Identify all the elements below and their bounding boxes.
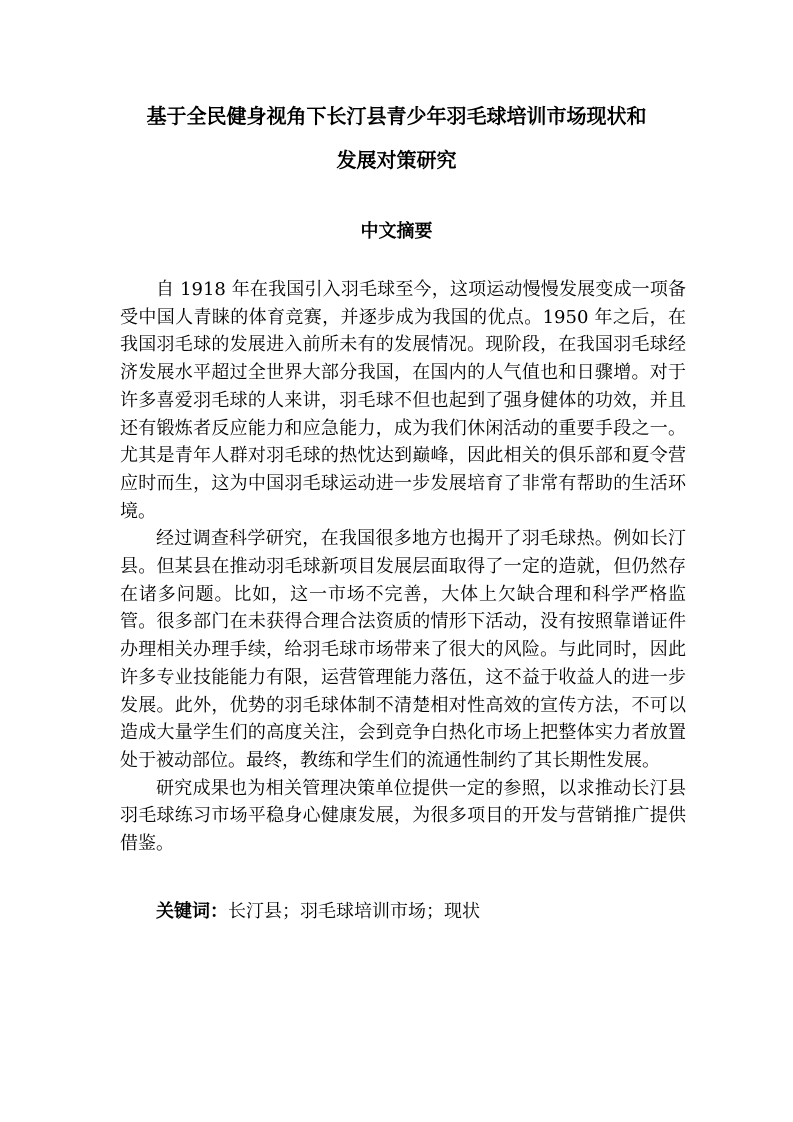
abstract-heading: 中文摘要 bbox=[360, 221, 433, 242]
abstract-paragraph-1: 自 1918 年在我国引入羽毛球至今，这项运动慢慢发展变成一项备受中国人青睐的体育竞赛，并逐步成为我国的优点。1950 年之后，在我国羽毛球的发展进入前所未有的发展情况。现阶段，在我国羽毛球经济发展水平超过全世界大部分我国，在国内的人气值也和日骤增。对于许多喜爱羽毛球的人来讲，羽毛球不但也起到了强身健体的功效，并且还有锻炼者反应能力和应急能力，成为我们休闲活动的重要手段之一。尤其是青年人群对羽毛球的热忱达到巅峰，因此相关的俱乐部和夏令营应时而生，这为中国羽毛球运动进一步发展培育了非常有帮助的生活环境。 bbox=[120, 279, 686, 522]
keywords-line bbox=[156, 898, 696, 925]
abstract-paragraph-3: 研究成果也为相关管理决策单位提供一定的参照，以求推动长汀县羽毛球练习市场平稳身心健康发展，为很多项目的开发与营销推广提供借鉴。 bbox=[120, 777, 686, 855]
abstract-body bbox=[120, 276, 686, 858]
title-line-1: 基于全民健身视角下长汀县青少年羽毛球培训市场现状和 bbox=[146, 104, 647, 128]
keywords-value: 长汀县；羽毛球培训市场；现状 bbox=[228, 901, 480, 922]
title-line-2: 发展对策研究 bbox=[336, 148, 457, 172]
abstract-paragraph-2: 经过调查科学研究，在我国很多地方也揭开了羽毛球热。例如长汀县。但某县在推动羽毛球新项目发展层面取得了一定的造就，但仍然存在诸多问题。比如，这一市场不完善，大体上欠缺合理和科学严格监管。很多部门在未获得合理合法资质的情形下活动，没有按照靠谱证件办理相关办理手续，给羽毛球市场带来了很大的风险。与此同时，因此许多专业技能能力有限，运营管理能力落伍，这不益于收益人的进一步发展。此外，优势的羽毛球体制不清楚相对性高效的宣传方法，不可以造成大量学生们的高度关注，会到竞争白热化市场上把整体实力者放置处于被动部位。最终，教练和学生们的流通性制约了其长期性发展。 bbox=[120, 528, 686, 771]
keywords-label: 关键词： bbox=[156, 901, 228, 922]
